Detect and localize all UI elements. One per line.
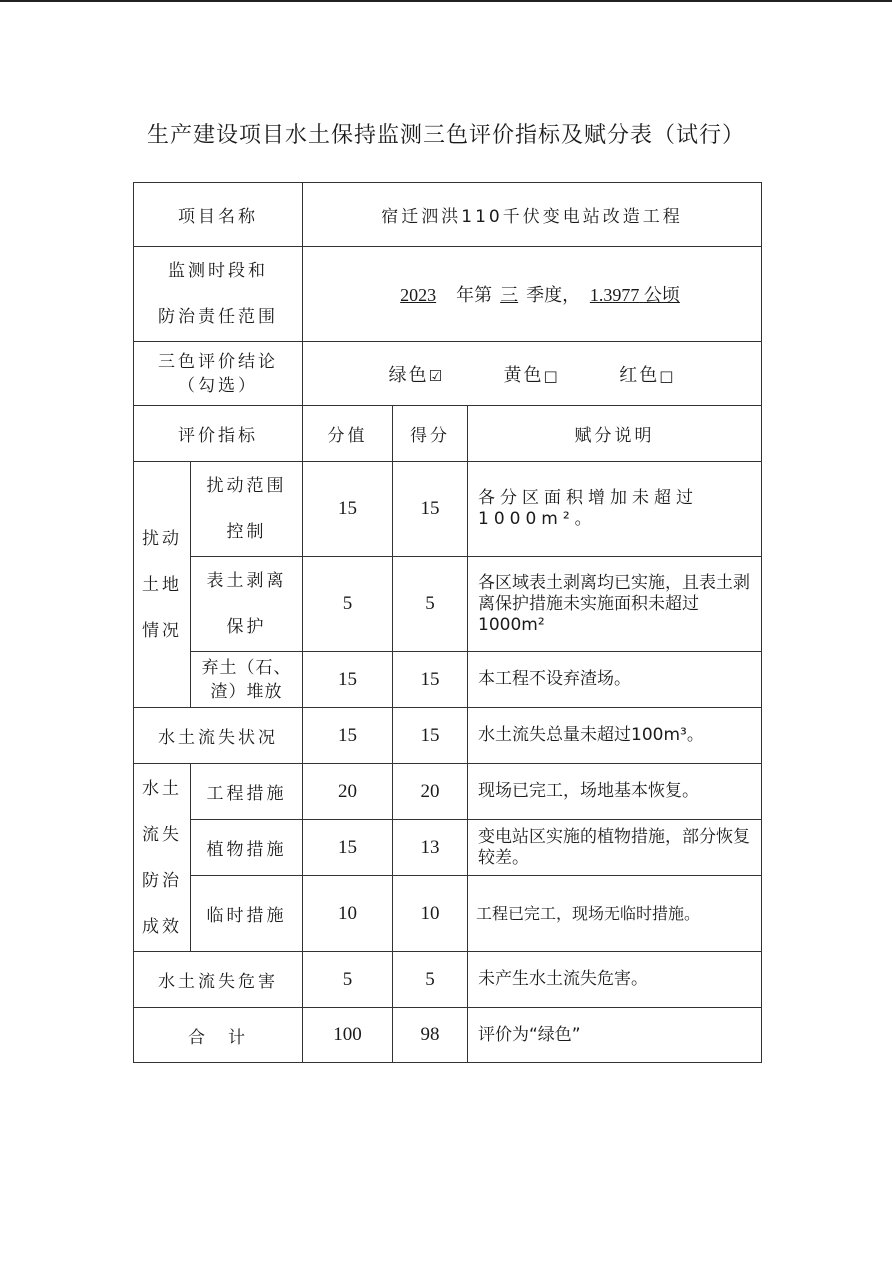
indicator-description: 各分区面积增加未超过1000m²。 [468, 462, 762, 557]
indicator-score: 20 [393, 764, 468, 820]
period-year: 2023 [400, 285, 437, 305]
total-label: 合 计 [134, 1008, 303, 1063]
conclusion-label-line1: 三色评价结论 [158, 351, 278, 372]
header-score-value: 分值 [303, 406, 393, 462]
indicator-name: 工程措施 [191, 764, 303, 820]
green-checkbox[interactable]: ☑ [428, 366, 445, 385]
indicator-description: 本工程不设弃渣场。 [468, 652, 762, 708]
total-description: 评价为“绿色” [468, 1008, 762, 1063]
period-row [134, 247, 762, 342]
indicator-score: 5 [393, 952, 468, 1008]
indicator-description: 变电站区实施的植物措施，部分恢复较差。 [468, 820, 762, 876]
period-label [134, 247, 303, 342]
prevention-group-line3: 防治 [142, 870, 182, 891]
prevention-group-line4: 成效 [142, 916, 182, 937]
indicator-value: 10 [303, 876, 393, 952]
indicator-score: 15 [393, 462, 468, 557]
period-label-line1: 监测时段和 [168, 261, 268, 281]
indicator-value: 15 [303, 708, 393, 764]
project-row [134, 183, 762, 247]
indicator-name-line1: 弃土（石、 [201, 657, 292, 678]
red-checkbox[interactable]: □ [659, 366, 676, 385]
indicator-score: 5 [393, 557, 468, 652]
disturbance-group-line1: 扰动 [142, 528, 182, 549]
prevention-group-line2: 流失 [142, 824, 182, 845]
indicator-name [191, 462, 303, 557]
indicator-value: 5 [303, 557, 393, 652]
indicator-name: 植物措施 [191, 820, 303, 876]
total-row [134, 1008, 762, 1063]
indicator-description: 各区域表土剥离均已实施，且表土剥离保护措施未实施面积未超过1000m² [468, 557, 762, 652]
page-title: 生产建设项目水土保持监测三色评价指标及赋分表（试行） [146, 123, 745, 148]
indicator-description: 现场已完工，场地基本恢复。 [468, 764, 762, 820]
indicator-name: 水土流失状况 [134, 708, 303, 764]
period-text-year: 年第 [456, 285, 493, 306]
table-row [134, 876, 762, 952]
disturbance-group-line3: 情况 [142, 620, 182, 641]
indicator-name [191, 557, 303, 652]
yellow-checkbox[interactable]: □ [543, 366, 560, 385]
indicator-value: 15 [303, 652, 393, 708]
disturbance-group-line2: 土地 [142, 574, 182, 595]
table-row [134, 764, 762, 820]
indicator-value: 5 [303, 952, 393, 1008]
header-score-got: 得分 [393, 406, 468, 462]
table-row [134, 820, 762, 876]
color-options [303, 342, 762, 406]
indicator-description: 水土流失总量未超过100m³。 [468, 708, 762, 764]
project-label: 项目名称 [134, 183, 303, 247]
indicator-name-line1: 扰动范围 [206, 476, 287, 496]
period-label-line2: 防治责任范围 [158, 307, 278, 327]
conclusion-label [134, 342, 303, 406]
yellow-option-label: 黄色 [503, 364, 544, 386]
indicator-name-line2: 渣）堆放 [210, 681, 283, 702]
project-name: 宿迁泗洪110千伏变电站改造工程 [303, 183, 762, 247]
header-explanation: 赋分说明 [468, 406, 762, 462]
indicator-name: 水土流失危害 [134, 952, 303, 1008]
indicator-name: 临时措施 [191, 876, 303, 952]
period-text-quarter: 季度， [526, 285, 581, 306]
period-area-unit: 公顷 [643, 285, 680, 306]
red-option-label: 红色 [619, 364, 660, 386]
indicator-name-line2: 控制 [226, 522, 267, 542]
total-value: 100 [303, 1008, 393, 1063]
indicator-value: 15 [303, 820, 393, 876]
indicator-name-line2: 保护 [226, 617, 267, 637]
prevention-group-line1: 水土 [142, 778, 182, 799]
total-score: 98 [393, 1008, 468, 1063]
table-row [134, 708, 762, 764]
period-quarter: 三 [500, 285, 519, 305]
indicator-score: 15 [393, 708, 468, 764]
header-indicator: 评价指标 [134, 406, 303, 462]
disturbance-group-label [134, 462, 191, 708]
table-row [134, 652, 762, 708]
table-row [134, 557, 762, 652]
header-row [134, 406, 762, 462]
table-row [134, 952, 762, 1008]
indicator-description: 工程已完工，现场无临时措施。 [468, 876, 762, 952]
page-top-border [0, 0, 892, 2]
table-row [134, 462, 762, 557]
period-area [586, 285, 684, 305]
indicator-value: 20 [303, 764, 393, 820]
indicator-score: 10 [393, 876, 468, 952]
period-area-value: 1.3977 [589, 285, 640, 305]
indicator-name [191, 652, 303, 708]
indicator-score: 15 [393, 652, 468, 708]
conclusion-row [134, 342, 762, 406]
indicator-name-line1: 表土剥离 [206, 571, 287, 591]
indicator-description: 未产生水土流失危害。 [468, 952, 762, 1008]
indicator-score: 13 [393, 820, 468, 876]
indicator-value: 15 [303, 462, 393, 557]
green-option-label: 绿色 [388, 364, 429, 386]
period-value [303, 247, 762, 342]
prevention-group-label [134, 764, 191, 952]
evaluation-table [133, 182, 762, 1063]
conclusion-label-line2: （勾选） [178, 375, 258, 396]
